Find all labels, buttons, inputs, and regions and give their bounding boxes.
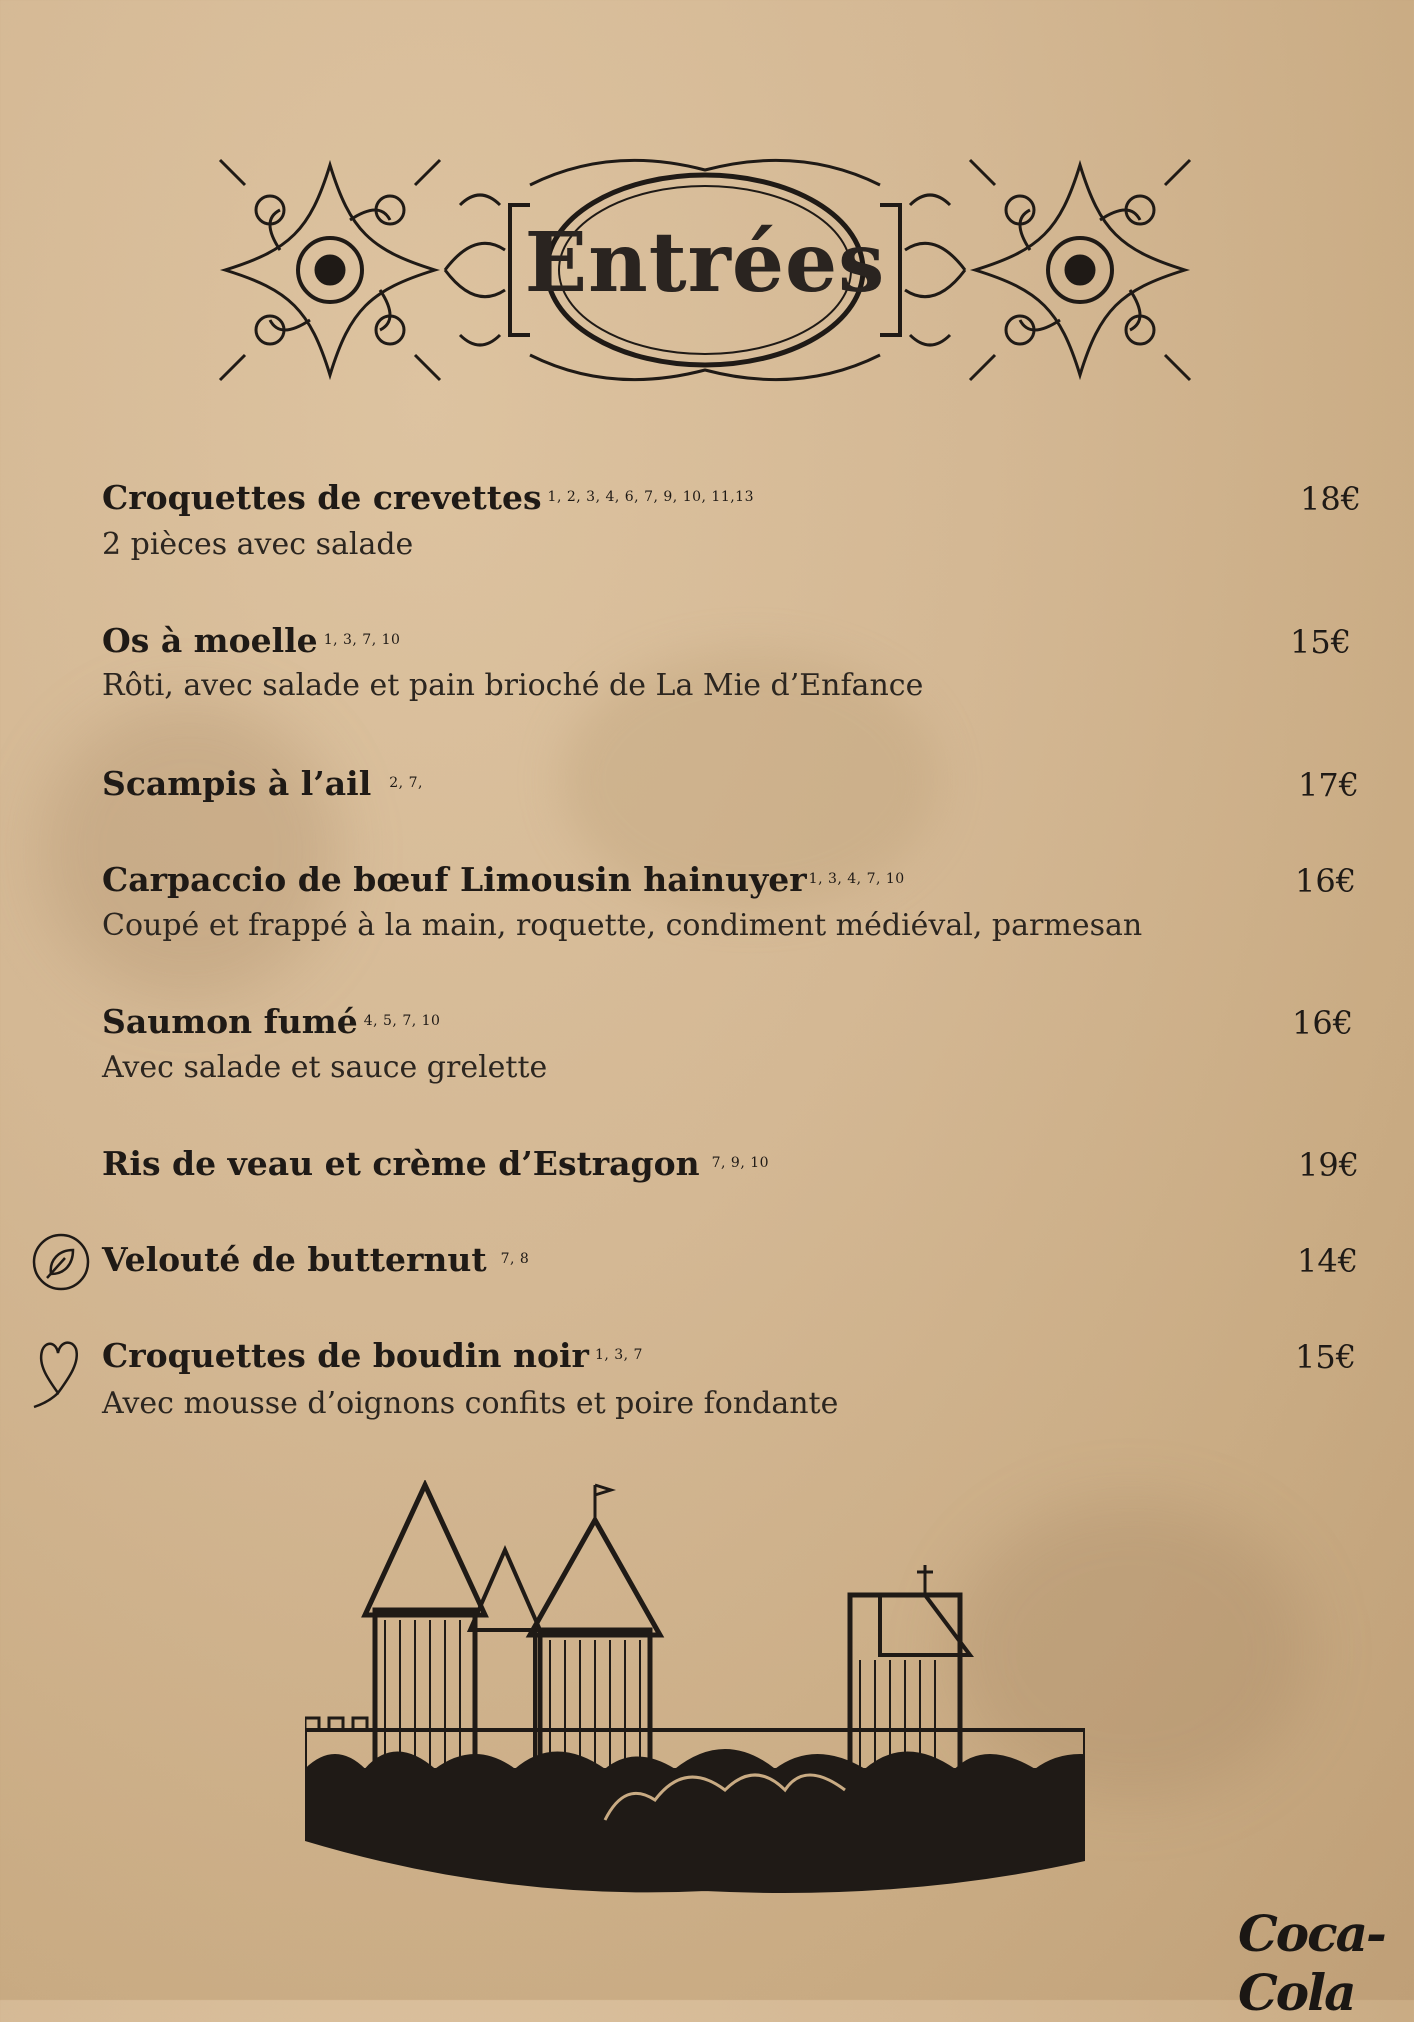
menu-item-description: Coupé et frappé à la main, roquette, condiment médiéval, parmesan <box>102 908 1143 943</box>
menu-item-description: Avec salade et sauce grelette <box>102 1050 548 1085</box>
menu-item-price: 14€ <box>1297 1242 1359 1280</box>
heart-icon <box>30 1333 88 1411</box>
menu-item-price: 16€ <box>1295 862 1357 900</box>
allergen-codes: 1, 2, 3, 4, 6, 7, 9, 10, 11,13 <box>547 489 754 505</box>
allergen-codes: 2, 7, <box>389 775 423 791</box>
allergen-codes: 7, 9, 10 <box>711 1155 770 1171</box>
menu-item-price: 19€ <box>1298 1146 1360 1184</box>
allergen-codes: 1, 3, 7 <box>594 1347 643 1363</box>
menu-item-name: Scampis à l’ail $^{2, 7,}$ <box>102 764 423 803</box>
menu-item-description: Rôti, avec salade et pain brioché de La Mie d’Enfance <box>102 668 924 703</box>
menu-item-name: Croquettes de boudin noir $^{1, 3, 7}$ <box>102 1336 643 1375</box>
menu-item-price: 15€ <box>1295 1338 1357 1376</box>
menu-item-name: Saumon fumé $^{4, 5, 7, 10}$ <box>102 1002 441 1041</box>
allergen-codes: 4, 5, 7, 10 <box>363 1013 441 1029</box>
coca-cola-logo: Coca-Cola <box>1238 1904 1385 2022</box>
menu-item-description: 2 pièces avec salade <box>102 527 414 562</box>
vegetarian-leaf-icon <box>31 1232 91 1292</box>
allergen-codes: 7, 8 <box>500 1251 530 1267</box>
menu-item-name: Os à moelle $^{1, 3, 7, 10}$ <box>102 621 401 660</box>
menu-item-name: Velouté de butternut $^{7, 8}$ <box>102 1240 530 1279</box>
menu-item-price: 18€ <box>1300 480 1362 518</box>
allergen-codes: 1, 3, 7, 10 <box>323 632 401 648</box>
castle-illustration <box>305 1480 1085 1905</box>
menu-item-name: Carpaccio de bœuf Limousin hainuyer $^{1, 3, 4, 7, 10}$ <box>102 860 905 899</box>
menu-item-description: Avec mousse d’oignons confits et poire fondante <box>102 1386 839 1421</box>
menu-item-price: 17€ <box>1298 766 1360 804</box>
menu-title: Entrées <box>524 215 886 311</box>
menu-item-price: 15€ <box>1290 623 1352 661</box>
allergen-codes: 1, 3, 4, 7, 10 <box>808 871 905 887</box>
menu-item-name: Ris de veau et crème d’Estragon $^{7, 9, 10}$ <box>102 1144 770 1183</box>
menu-item-name: Croquettes de crevettes $^{1, 2, 3, 4, 6, 7, 9, 10, 11,13}$ <box>102 478 754 517</box>
menu-item-price: 16€ <box>1292 1004 1354 1042</box>
